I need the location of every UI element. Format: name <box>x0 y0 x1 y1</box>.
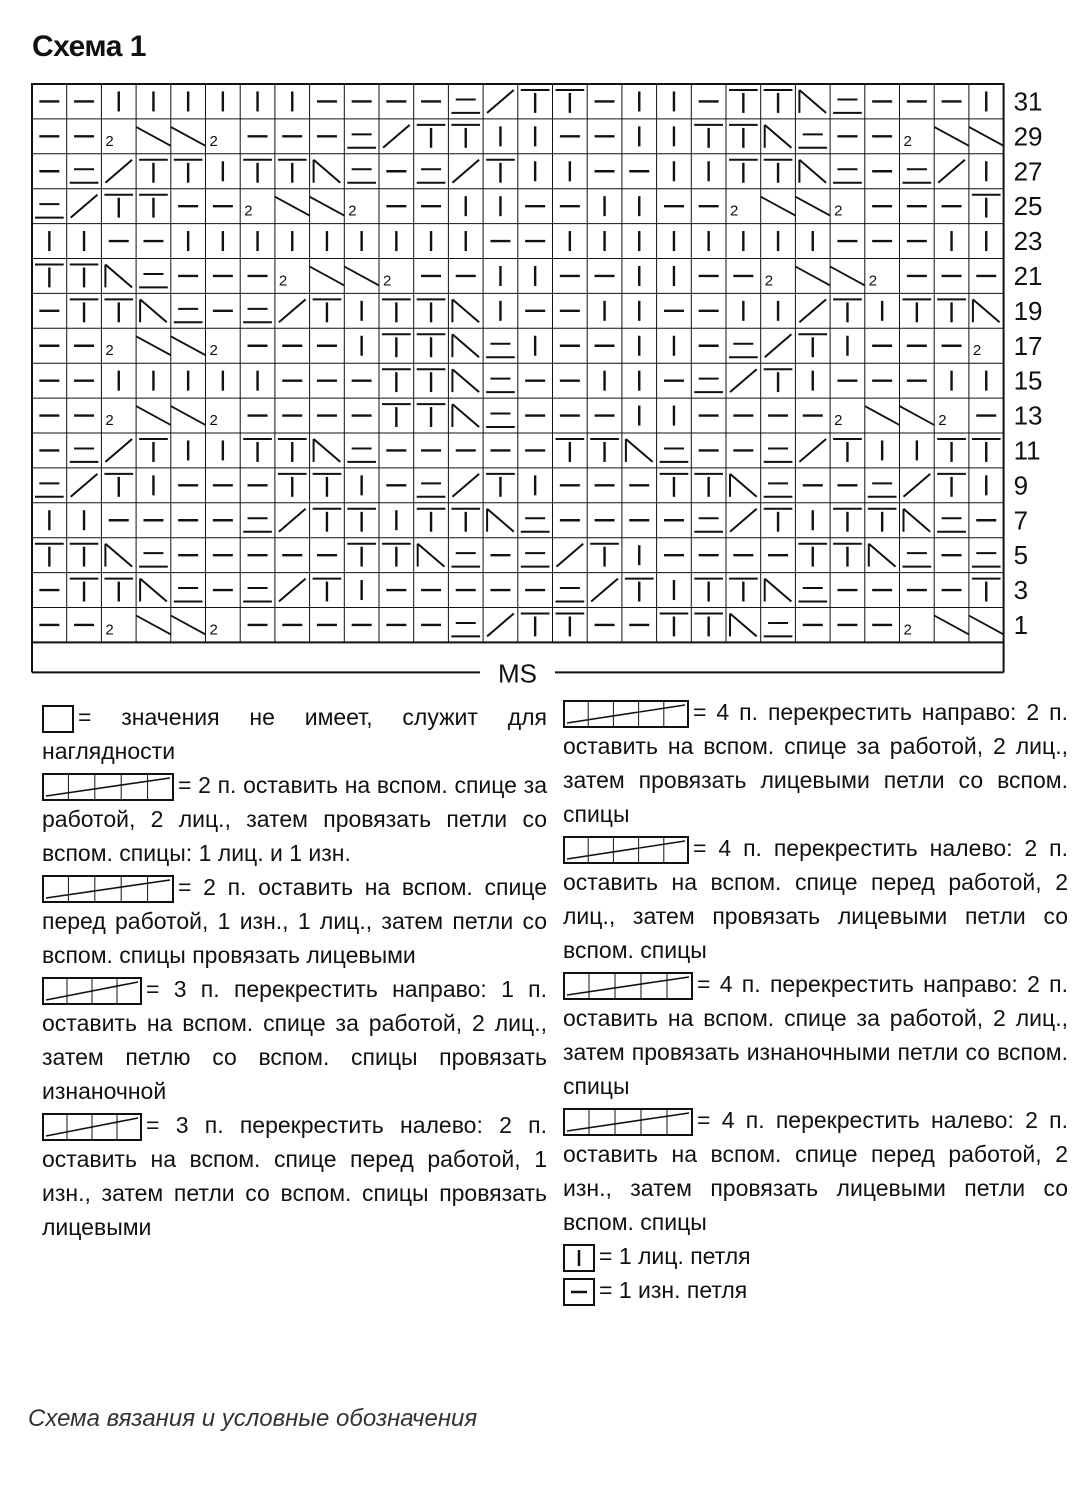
cable-diagonal <box>136 616 171 635</box>
cable-diagonal <box>934 616 969 635</box>
l4k-icon <box>563 835 693 861</box>
row-number: 5 <box>1013 540 1029 571</box>
cable-diagonal <box>591 579 618 602</box>
legend-entry <box>42 700 547 768</box>
cross-count: 2 <box>105 342 114 360</box>
legend-entry <box>563 1103 1068 1239</box>
cable-diagonal <box>136 127 171 146</box>
cable-diagonal <box>557 544 584 567</box>
cable-diagonal <box>452 160 479 183</box>
cable-diagonal <box>452 334 479 357</box>
cable-diagonal <box>869 544 896 567</box>
cross-count: 2 <box>209 621 218 639</box>
cable-diagonal <box>418 544 445 567</box>
cross-count: 2 <box>938 412 947 429</box>
cable-diagonal <box>761 197 796 216</box>
cable-diagonal <box>830 267 865 286</box>
cross-count: 2 <box>834 202 843 220</box>
k-lcross2-icon <box>42 874 178 900</box>
cable-diagonal <box>799 160 826 183</box>
chart-title: Схема 1 <box>32 30 146 63</box>
cross-count: 2 <box>105 621 114 639</box>
cable-diagonal <box>799 299 826 322</box>
legend-text: = 3 п. перекрестить направо: 1 п. оставить на вспом. спице за работой, 2 лиц., затем петлю со вспом. спицы провязать изнаночной <box>42 976 547 1104</box>
legend-text: = 4 п. перекрестить направо: 2 п. оставить на вспом. спице за работой, 2 лиц., затем провязать лицевыми петли со вспом. спицы <box>563 699 1068 827</box>
cable-diagonal <box>140 299 167 322</box>
r3-icon <box>42 976 146 1002</box>
p-k-rcross2-icon <box>42 772 178 798</box>
cable-diagonal <box>105 160 132 183</box>
cable-diagonal <box>171 616 206 635</box>
row-number: 17 <box>1013 330 1043 361</box>
cable-diagonal <box>900 406 935 425</box>
cable-diagonal <box>487 90 514 113</box>
cable-diagonal <box>730 369 757 392</box>
cross-count: 2 <box>209 132 218 150</box>
cable-diagonal <box>799 90 826 113</box>
purl-icon <box>563 1277 599 1303</box>
cable-diagonal <box>171 336 206 355</box>
legend-text: = 1 изн. петля <box>599 1277 748 1303</box>
cable-diagonal <box>765 579 792 602</box>
row-number: 15 <box>1013 365 1043 396</box>
legend-text: = 3 п. перекрестить налево: 2 п. оставить на вспом. спице перед работой, 1 изн., затем петли со вспом. спицы провязать лицевыми <box>42 1112 547 1240</box>
r4p-icon <box>563 971 697 997</box>
cross-count: 2 <box>105 412 114 429</box>
cable-diagonal <box>171 406 206 425</box>
legend-entry <box>42 1108 547 1244</box>
legend-text: = 4 п. перекрестить налево: 2 п. оставить на вспом. спице перед работой, 2 изн., затем провязать лицевыми петли со вспом. спицы <box>563 1107 1068 1235</box>
cable-diagonal <box>452 404 479 427</box>
caption: Схема вязания и условные обозначения <box>28 1405 478 1432</box>
cable-diagonal <box>105 439 132 462</box>
cable-diagonal <box>969 616 1004 635</box>
legend-entry <box>42 768 547 870</box>
cable-diagonal <box>136 336 171 355</box>
cross-count: 2 <box>972 342 982 360</box>
cable-diagonal <box>626 439 653 462</box>
cable-diagonal <box>314 439 341 462</box>
row-number: 7 <box>1013 505 1029 536</box>
cable-diagonal <box>795 197 830 216</box>
row-number: 25 <box>1013 191 1043 222</box>
legend-entry <box>42 870 547 972</box>
cross-count: 2 <box>903 621 912 639</box>
row-number: 11 <box>1013 435 1041 466</box>
cross-count: 2 <box>278 272 288 290</box>
knitting-chart <box>0 0 1079 700</box>
cable-diagonal <box>275 197 310 216</box>
cable-diagonal <box>383 125 410 148</box>
legend-entry <box>563 695 1068 831</box>
cable-diagonal <box>865 406 900 425</box>
legend-entry <box>42 972 547 1108</box>
cross-count: 2 <box>209 342 218 360</box>
r4k-icon <box>563 699 693 725</box>
square-icon <box>42 704 78 730</box>
cable-diagonal <box>279 509 306 532</box>
cross-count: 2 <box>764 272 774 290</box>
ms-label: MS <box>498 658 537 689</box>
cable-diagonal <box>279 579 306 602</box>
cross-count: 2 <box>105 132 114 150</box>
cable-diagonal <box>279 299 306 322</box>
row-number: 9 <box>1013 470 1029 501</box>
cable-diagonal <box>730 474 757 497</box>
cable-diagonal <box>730 614 757 637</box>
legend-text: = 4 п. перекрестить направо: 2 п. оставить на вспом. спице за работой, 2 лиц., затем провязать изнаночными петли со вспом. спицы <box>563 971 1068 1099</box>
cross-count: 2 <box>244 202 253 220</box>
cable-diagonal <box>973 299 1000 322</box>
cable-diagonal <box>310 267 345 286</box>
row-number: 21 <box>1013 260 1043 291</box>
cable-diagonal <box>140 579 167 602</box>
cross-count: 2 <box>834 412 843 429</box>
cable-diagonal <box>452 299 479 322</box>
cross-count: 2 <box>348 202 357 220</box>
cable-diagonal <box>487 614 514 637</box>
cable-diagonal <box>314 160 341 183</box>
cable-diagonal <box>452 474 479 497</box>
cable-diagonal <box>310 197 345 216</box>
cable-diagonal <box>730 509 757 532</box>
cable-diagonal <box>795 267 830 286</box>
cross-count: 2 <box>868 272 878 290</box>
row-number: 13 <box>1013 400 1043 431</box>
cable-diagonal <box>344 267 379 286</box>
row-number: 1 <box>1013 609 1029 640</box>
legend-text: = 2 п. оставить на вспом. спице перед работой, 1 изн., 1 лиц., затем петли со вспом. спицы провязать лицевыми <box>42 874 547 968</box>
legend-entry <box>563 1239 1068 1273</box>
l3-icon <box>42 1112 146 1138</box>
legend-entry <box>563 1273 1068 1307</box>
cable-diagonal <box>765 334 792 357</box>
cable-diagonal <box>487 509 514 532</box>
row-number: 29 <box>1013 121 1043 152</box>
knit-icon <box>563 1243 599 1269</box>
row-number: 27 <box>1013 156 1043 187</box>
cable-diagonal <box>136 406 171 425</box>
legend-entry <box>563 831 1068 967</box>
cable-diagonal <box>71 195 98 218</box>
cable-diagonal <box>934 127 969 146</box>
cross-count: 2 <box>383 272 392 290</box>
row-number: 31 <box>1013 86 1043 117</box>
cable-diagonal <box>938 160 965 183</box>
l4p-icon <box>563 1107 697 1133</box>
legend-text: = 4 п. перекрестить налево: 2 п. оставить на вспом. спице перед работой, 2 лиц., затем провязать лицевыми петли со вспом. спицы <box>563 835 1068 963</box>
cross-count: 2 <box>209 412 218 429</box>
cross-count: 2 <box>903 132 912 150</box>
cable-diagonal <box>105 265 132 288</box>
cable-diagonal <box>799 439 826 462</box>
row-number: 3 <box>1013 575 1029 606</box>
row-number: 19 <box>1013 295 1043 326</box>
legend-left <box>42 700 547 1244</box>
legend-text: = 1 лиц. петля <box>599 1243 751 1269</box>
cable-diagonal <box>765 125 792 148</box>
cable-diagonal <box>105 544 132 567</box>
cable-diagonal <box>904 509 931 532</box>
row-number: 23 <box>1013 226 1043 257</box>
cable-diagonal <box>452 369 479 392</box>
legend-text: = значения не имеет, служит для наглядности <box>42 704 547 764</box>
legend-entry <box>563 967 1068 1103</box>
cable-diagonal <box>171 127 206 146</box>
cable-diagonal <box>904 474 931 497</box>
legend-text: = 2 п. оставить на вспом. спице за работой, 2 лиц., затем провязать петли со вспом. спицы: 1 лиц. и 1 изн. <box>42 772 547 866</box>
cable-diagonal <box>71 474 98 497</box>
cross-count: 2 <box>730 202 739 220</box>
legend-right <box>563 695 1068 1307</box>
cable-diagonal <box>969 127 1004 146</box>
